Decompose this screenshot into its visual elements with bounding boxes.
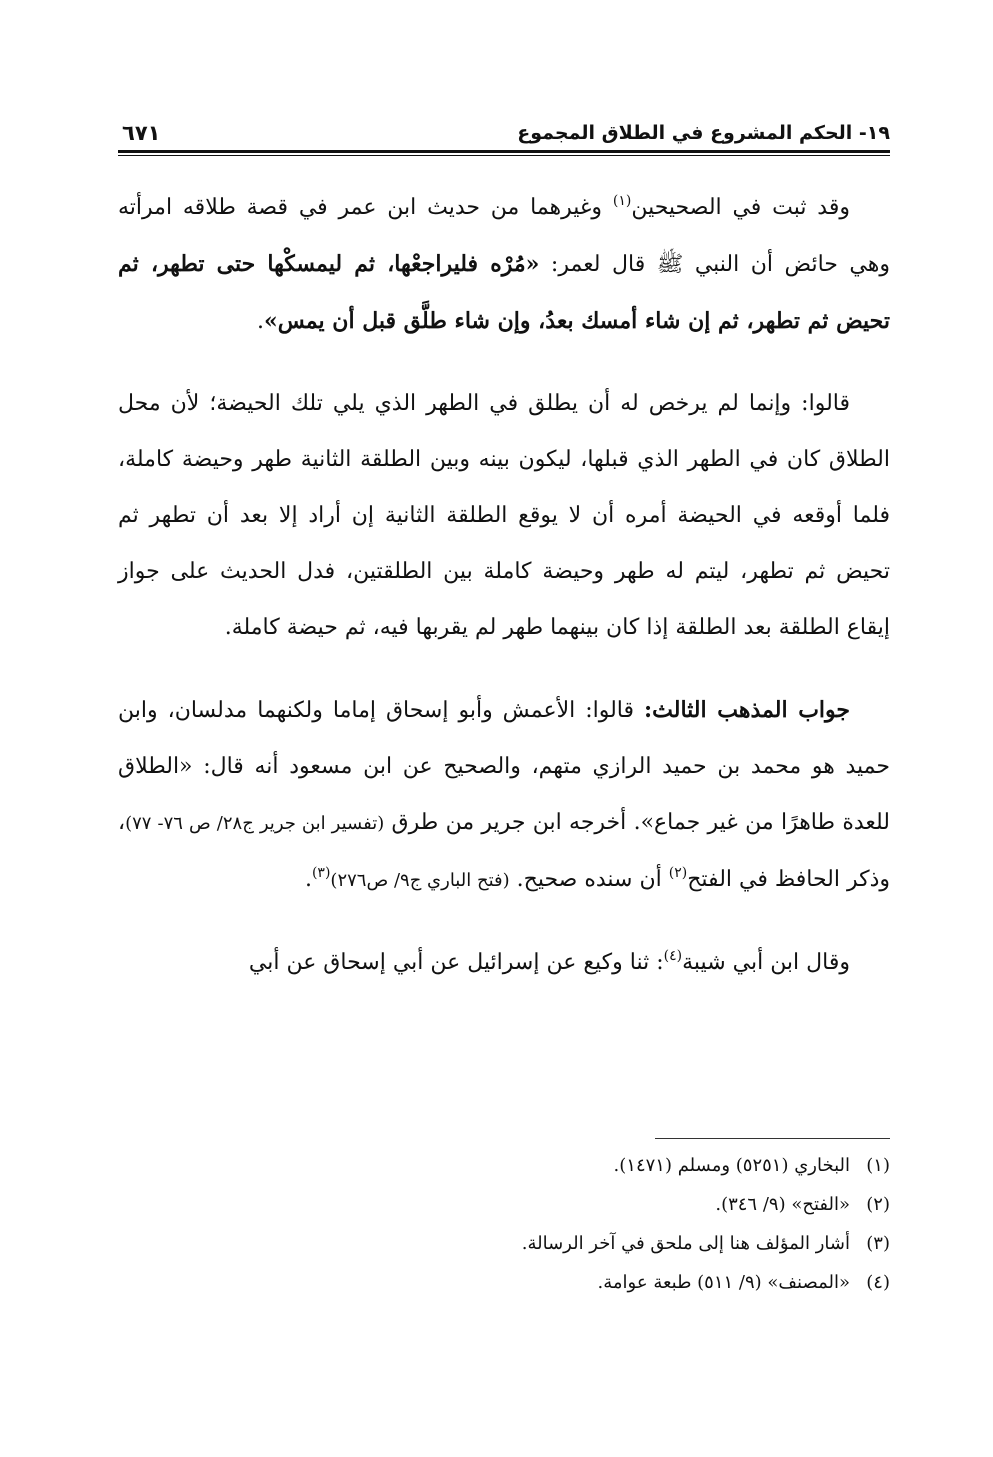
paragraph-1 [118, 180, 890, 350]
hadith-quote: «مُرْه فليراجعْها، ثم ليمسكْها حتى تطهر، ثم تحيض ثم تطهر، ثم إن شاء أمسك بعدُ، وإن شاء طلَّق قبل أن يمس» [118, 251, 890, 334]
footnote-3 [118, 1224, 890, 1263]
footnote-1 [118, 1146, 890, 1185]
reference-tafsir: (تفسير ابن جرير ج٢٨/ ص ٧٦- ٧٧) [125, 813, 385, 834]
footnote-ref-3: (٣) [311, 865, 331, 881]
page-number: ٦٧١ [122, 121, 161, 145]
footnote-ref-2: (٢) [668, 865, 688, 881]
paragraph-3-text-b: ، وذكر الحافظ في الفتح [118, 810, 890, 892]
footnote-number: (٤) [866, 1272, 890, 1293]
footnote-4 [118, 1263, 890, 1302]
paragraph-2: قالوا: وإنما لم يرخص له أن يطلق في الطهر الذي يلي تلك الحيضة؛ لأن محل الطلاق كان في الطهر الذي قبلها، ليكون بينه وبين الطلقة الثانية طهر وحيضة كاملة، فلما أوقعه في الحيضة أمره أن لا يوقع الطلقة الثانية إن أراد إلا بعد أن تطهر ثم تحيض ثم تطهر، ليتم له طهر وحيضة كاملة بين الطلقتين، فدل الحديث على جواز إيقاع الطلقة بعد الطلقة إذا كان بينهما طهر لم يقربها فيه، ثم حيضة كاملة. [118, 391, 890, 640]
paragraph-4 [118, 935, 890, 991]
footnote-ref-1: (١) [612, 193, 632, 209]
footnote-text: «الفتح» (٩/ ٣٤٦). [715, 1194, 850, 1215]
paragraph-1-text-a: وقد ثبت في الصحيحين [631, 195, 850, 220]
chapter-title: ١٩- الحكم المشروع في الطلاق المجموع [517, 122, 890, 144]
paragraph-4-text-a: وقال ابن أبي شيبة [682, 950, 850, 975]
paragraph-1-end: . [256, 309, 264, 334]
paragraph-3-text-a: قالوا: الأعمش وأبو إسحاق إماما ولكنهما مدلسان، وابن حميد هو محمد بن حميد الرازي متهم، والصحيح عن ابن مسعود أنه قال: «الطلاق للعدة طاهرًا من غير جماع». أخرجه ابن جرير من طرق [118, 698, 890, 835]
reference-fath: (فتح الباري ج٩/ ص٢٧٦) [330, 870, 510, 891]
paragraph-3 [118, 682, 890, 909]
footnote-text: «المصنف» (٩/ ٥١١) طبعة عوامة. [597, 1272, 850, 1293]
main-text [118, 180, 890, 1017]
footnote-separator [655, 1138, 890, 1139]
footnotes [118, 1146, 890, 1302]
footnote-2 [118, 1185, 890, 1224]
header-rule-thin [118, 155, 890, 156]
paragraph-3-end: . [304, 867, 312, 892]
footnote-number: (٢) [866, 1194, 890, 1215]
header-rule-thick [118, 150, 890, 153]
footnote-text: أشار المؤلف هنا إلى ملحق في آخر الرسالة. [521, 1233, 850, 1254]
footnote-number: (٣) [866, 1233, 890, 1254]
footnote-text: البخاري (٥٢٥١) ومسلم (١٤٧١). [613, 1155, 850, 1176]
paragraph-4-text-b: : ثنا وكيع عن إسرائيل عن أبي إسحاق عن أبي [248, 950, 664, 975]
paragraph-3-text-c: أن سنده صحيح. [509, 867, 669, 892]
footnote-number: (١) [866, 1155, 890, 1176]
page-header [118, 118, 890, 152]
footnote-ref-4: (٤) [663, 948, 683, 964]
paragraph-1-text-b: وغيرهما من حديث ابن عمر في قصة طلاقه امرأته وهي حائض أن النبي ﷺ قال لعمر: [118, 195, 890, 277]
section-heading: جواب المذهب الثالث: [644, 697, 851, 723]
